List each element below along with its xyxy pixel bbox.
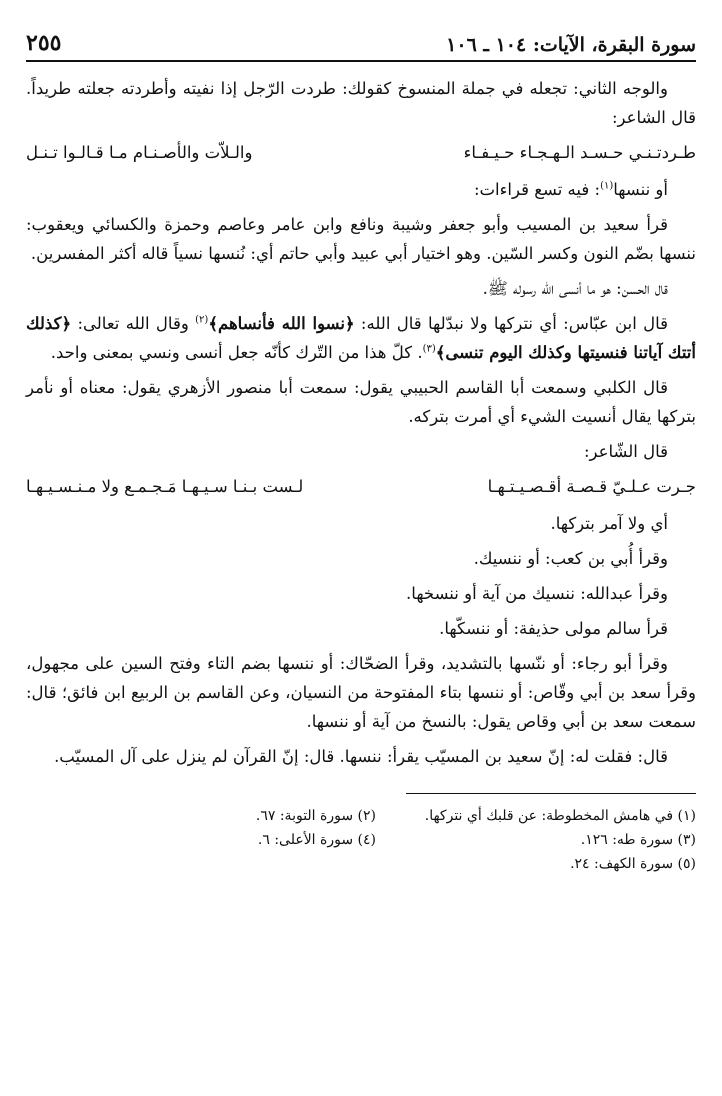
quran-quote-1: ﴿نسوا الله فأنساهم﴾ [208,314,355,333]
paragraph-12: وقرأ أبو رجاء: أو ننّسها بالتشديد، وقرأ الضحّاك: أو ننسها بضم التاء وفتح السين على مجهول، وقرأ سعد بن أبي وقّاص: أو ننسها بتاء المفتوحة من النسيان، وعن القاسم بن الربيع ابن فائق؛ قال: سمعت سعد بن أبي وقاص يقول: بالنسخ من آية أو ننسها. [26,654,696,731]
verse-1-first-hemistich: طـردتـنـي حـسـد الـهـجـاء حـيـفـاء [463,143,696,162]
page-body [26,74,696,771]
footnotes [26,804,696,876]
paragraph-11: قرأ سالم مولى حذيفة: أو ننسكّها. [439,619,668,638]
page-number: ٢٥٥ [26,30,62,56]
paragraph-7: قال الشّاعر: [583,442,668,461]
quote-word: أو ننسها [613,180,668,199]
footnote-row-1 [26,804,696,828]
running-title: سورة البقرة، الآيات: ١٠٤ ـ ١٠٦ [446,34,696,56]
footnote-divider [406,793,696,794]
paragraph-13: قال: فقلت له: إنّ سعيد بن المسيّب يقرأ: ننسها. قال: إنّ القرآن لم ينزل على آل المسيّب. [54,747,668,766]
verse-2-first-hemistich: جـرت عـلـيّ قـصـة أقـصـيـتـهـا [487,477,696,496]
paragraph-6: قال الكلبي وسمعت أبا القاسم الحبيبي يقول: سمعت أبا منصور الأزهري يقول: معناه أو نأمر بتركها يقال أنسيت الشيء أي أمرت بتركه. [26,378,696,426]
footnote-ref-2[interactable]: (٢) [195,314,209,326]
poetry-verse-1 [26,138,696,167]
paragraph-5-c: . كلّ هذا من التّرك كأنّه جعل أنسى ونسي بمعنى واحد. [50,343,423,362]
quran-quote-2: ﴿كذلك أتتك آياتنا فنسيتها وكذلك اليوم تنسى﴾ [26,314,696,362]
footnote-1: (١) في هامش المخطوطة: عن قلبك أي نتركها. [424,808,696,824]
paragraph-2 [26,175,696,204]
footnote-row-2 [26,828,696,852]
footnote-ref-3[interactable]: (٣) [422,343,436,355]
page-header [26,22,696,62]
footnote-4: (٤) سورة الأعلى: ٦. [257,832,376,848]
paragraph-5-a: قال ابن عبّاس: أي نتركها ولا نبدّلها قال الله: [360,314,669,333]
verse-1-second-hemistich: والـلاّت والأصـنـام مـا قـالـوا تـنـل [26,143,253,162]
paragraph-8: أي ولا آمر بتركها. [550,514,668,533]
footnote-ref-1[interactable]: (١) [600,180,614,192]
paragraph-4: قال الحسن: هو ما أنسى الله رسوله ﷺ. [482,279,668,298]
paragraph-10: وقرأ عبدالله: ننسيك من آية أو ننسخها. [406,584,668,603]
paragraph-5 [26,309,696,367]
paragraph-5-b: وقال الله تعالى: [77,314,189,333]
footnote-row-3 [26,852,696,876]
paragraph-1: والوجه الثاني: تجعله في جملة المنسوخ كقولك: طردت الرّجل إذا نفيته وأطردته جعلته طريداً. قال الشاعر: [26,79,696,127]
paragraph-9: وقرأ أُبي بن كعب: أو ننسيك. [473,549,668,568]
footnote-2: (٢) سورة التوبة: ٦٧. [255,808,376,824]
footnote-5: (٥) سورة الكهف: ٢٤. [570,856,696,872]
verse-2-second-hemistich: لـست بـنـا سـيـهـا مَـجـمـع ولا مـنـسـيـهـا [26,477,304,496]
paragraph-2-rest: : فيه تسع قراءات: [473,180,601,199]
poetry-verse-2 [26,472,696,501]
paragraph-3: قرأ سعيد بن المسيب وأبو جعفر وشيبة ونافع وابن عامر وعاصم وحمزة والكسائي ويعقوب: ننسها بضّم النون وكسر السّين. وهو اختيار أبي عبيد وأبي حاتم أي: نُنسها نسياً قاله أكثر المفسرين. [26,215,696,263]
footnote-3: (٣) سورة طه: ١٢٦. [580,832,696,848]
